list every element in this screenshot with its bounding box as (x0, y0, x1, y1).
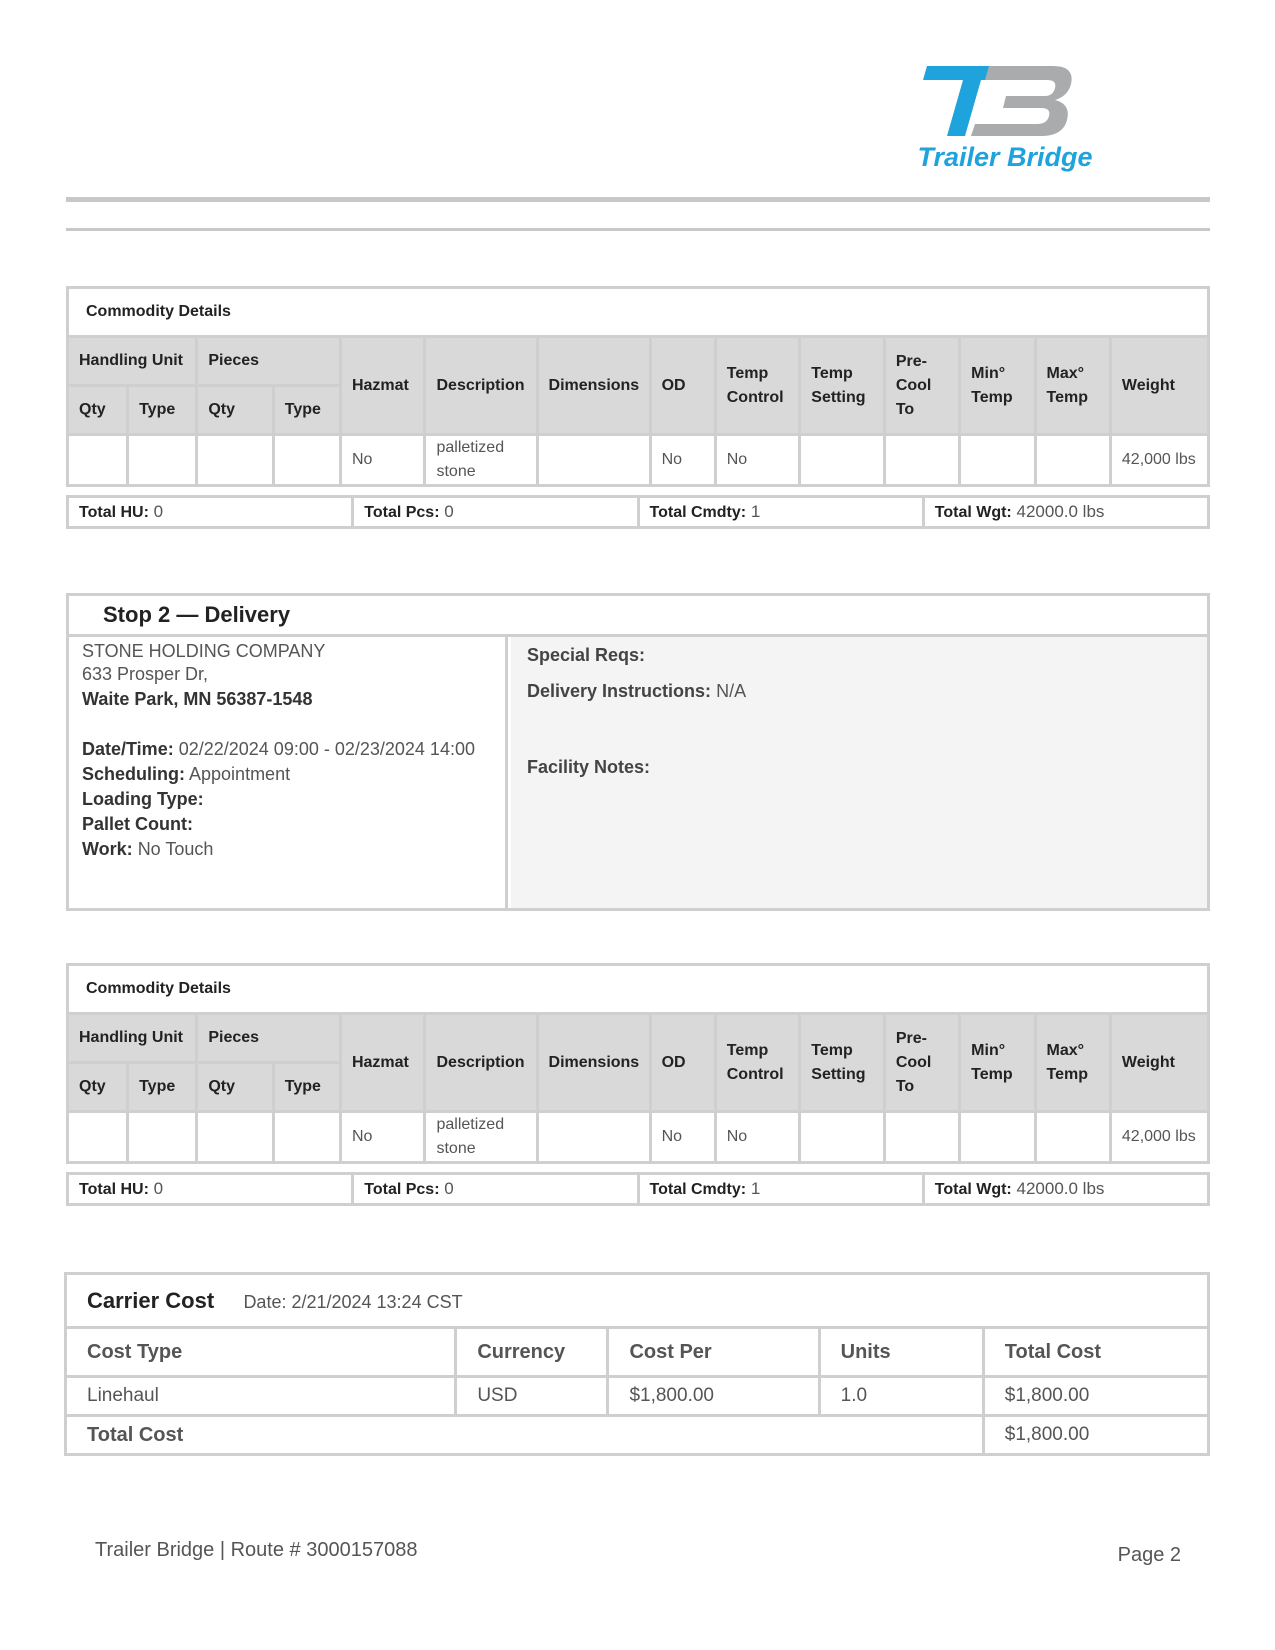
carrier-cost-date: Date: 2/21/2024 13:24 CST (243, 1291, 463, 1312)
total-pcs-label: Total Pcs: (364, 504, 440, 521)
total-pcs-value: 0 (444, 502, 454, 521)
delivery-instructions-label: Delivery Instructions: (527, 681, 712, 701)
temp-setting-cell (800, 1112, 885, 1163)
hu-qty-header: Qty (68, 1063, 128, 1112)
temp-setting-header: Temp Setting (800, 1014, 885, 1112)
total-pcs (354, 498, 639, 526)
stop-datetime (82, 737, 505, 762)
carrier-cost-header (66, 1274, 1209, 1328)
max-temp-cell (1035, 435, 1110, 486)
pcs-qty-header: Qty (197, 386, 273, 435)
total-hu (69, 1175, 354, 1203)
total-wgt-value: 42000.0 lbs (1016, 502, 1105, 521)
stop-city-state-zip (82, 687, 505, 712)
dimensions-cell (537, 1112, 650, 1163)
min-temp-header: Min° Temp (960, 1014, 1035, 1112)
footer-route: Trailer Bridge | Route # 3000157088 (95, 1539, 418, 1561)
delivery-instructions (527, 681, 1207, 702)
commodity-totals (66, 495, 1210, 529)
carrier-cost-table (64, 1272, 1210, 1456)
description-cell: palletized stone (425, 1112, 537, 1163)
stop-address-block (69, 637, 508, 908)
pcs-type-cell (273, 435, 340, 486)
hazmat-cell: No (340, 435, 425, 486)
grand-total-value: $1,800.00 (983, 1416, 1208, 1455)
min-temp-cell (960, 1112, 1035, 1163)
table-row (66, 1377, 1209, 1416)
description-header: Description (425, 1014, 537, 1112)
total-wgt-value: 42000.0 lbs (1016, 1179, 1105, 1198)
total-hu (69, 498, 354, 526)
cost-per-header: Cost Per (608, 1328, 819, 1377)
hu-qty-cell (68, 1112, 128, 1163)
commodity-totals (66, 1172, 1210, 1206)
stop-city-state-zip-text: Waite Park, MN 56387-1548 (82, 689, 313, 709)
total-wgt (925, 498, 1207, 526)
pcs-type-header: Type (273, 1063, 340, 1112)
tb-monogram (923, 66, 1072, 136)
stop-scheduling-value: Appointment (189, 764, 291, 784)
dimensions-header: Dimensions (537, 337, 650, 435)
stop-datetime-value: 02/22/2024 09:00 - 02/23/2024 14:00 (178, 739, 475, 759)
stop-work-label: Work: (82, 839, 133, 859)
pieces-header: Pieces (197, 1014, 341, 1063)
units-header: Units (819, 1328, 983, 1377)
stop-datetime-label: Date/Time: (82, 739, 174, 759)
temp-control-header: Temp Control (715, 337, 800, 435)
commodity-details-table (66, 963, 1210, 1164)
hu-type-cell (128, 435, 197, 486)
header-rule-bottom (66, 228, 1210, 231)
stop-scheduling (82, 762, 505, 787)
description-header: Description (425, 337, 537, 435)
pcs-type-cell (273, 1112, 340, 1163)
pcs-qty-header: Qty (197, 1063, 273, 1112)
pre-cool-to-header: Pre-Cool To (884, 1014, 959, 1112)
currency-header: Currency (456, 1328, 608, 1377)
handling-unit-header: Handling Unit (68, 337, 197, 386)
hu-qty-cell (68, 435, 128, 486)
stop-company: STONE HOLDING COMPANY (82, 641, 326, 661)
header-rule-top (66, 197, 1210, 202)
temp-control-header: Temp Control (715, 1014, 800, 1112)
od-header: OD (650, 337, 715, 435)
total-hu-label: Total HU: (79, 504, 149, 521)
logo-wordmark: Trailer Bridge (917, 142, 1093, 172)
total-cmdty-value: 1 (750, 502, 761, 521)
facility-notes (527, 757, 1207, 778)
delivery-instructions-value: N/A (716, 681, 747, 701)
hu-type-cell (128, 1112, 197, 1163)
total-cmdty-label: Total Cmdty: (649, 504, 747, 521)
total-wgt (925, 1175, 1207, 1203)
total-wgt-label: Total Wgt: (934, 1181, 1012, 1198)
pcs-qty-cell (197, 1112, 273, 1163)
facility-notes-label: Facility Notes: (527, 757, 651, 777)
pre-cool-to-cell (884, 435, 959, 486)
dimensions-header: Dimensions (537, 1014, 650, 1112)
total-pcs-label: Total Pcs: (364, 1181, 440, 1198)
pre-cool-to-cell (884, 1112, 959, 1163)
pieces-header: Pieces (197, 337, 341, 386)
total-pcs (354, 1175, 639, 1203)
temp-setting-cell (800, 435, 885, 486)
weight-header: Weight (1110, 1014, 1208, 1112)
units-cell: 1.0 (819, 1377, 983, 1416)
handling-unit-header: Handling Unit (68, 1014, 197, 1063)
hu-qty-header: Qty (68, 386, 128, 435)
total-cmdty (640, 1175, 925, 1203)
stop-pallet-count-label: Pallet Count: (82, 814, 193, 834)
pcs-qty-cell (197, 435, 273, 486)
temp-control-cell: No (715, 1112, 800, 1163)
weight-cell: 42,000 lbs (1110, 435, 1208, 486)
stop-delivery-section (66, 593, 1210, 911)
total-cost-header: Total Cost (983, 1328, 1208, 1377)
stop-loading-type (82, 787, 505, 812)
min-temp-header: Min° Temp (960, 337, 1035, 435)
stop-work (82, 837, 505, 862)
total-cmdty-label: Total Cmdty: (649, 1181, 747, 1198)
od-header: OD (650, 1014, 715, 1112)
hazmat-header: Hazmat (340, 1014, 425, 1112)
total-hu-label: Total HU: (79, 1181, 149, 1198)
total-cmdty-value: 1 (750, 1179, 761, 1198)
carrier-cost-title: Carrier Cost (87, 1287, 215, 1313)
description-cell: palletized stone (425, 435, 537, 486)
total-hu-value: 0 (153, 502, 164, 521)
hu-type-header: Type (128, 1063, 197, 1112)
cost-type-cell: Linehaul (66, 1377, 456, 1416)
grand-total-label: Total Cost (66, 1416, 984, 1455)
od-cell: No (650, 1112, 715, 1163)
stop-loading-type-label: Loading Type: (82, 789, 204, 809)
stop-address-line1: 633 Prosper Dr, (82, 664, 209, 684)
table-row (68, 1112, 1209, 1163)
total-pcs-value: 0 (444, 1179, 454, 1198)
min-temp-cell (960, 435, 1035, 486)
hu-type-header: Type (128, 386, 197, 435)
currency-cell: USD (456, 1377, 608, 1416)
cost-per-cell: $1,800.00 (608, 1377, 819, 1416)
dimensions-cell (537, 435, 650, 486)
special-reqs-label: Special Reqs: (527, 645, 646, 665)
special-reqs (527, 645, 1207, 666)
total-hu-value: 0 (153, 1179, 164, 1198)
commodity-details-table (66, 286, 1210, 487)
stop-scheduling-label: Scheduling: (82, 764, 185, 784)
total-cost-cell: $1,800.00 (983, 1377, 1208, 1416)
max-temp-cell (1035, 1112, 1110, 1163)
temp-control-cell: No (715, 435, 800, 486)
cost-type-header: Cost Type (66, 1328, 456, 1377)
trailer-bridge-logo (905, 62, 1105, 182)
table-row (68, 435, 1209, 486)
temp-setting-header: Temp Setting (800, 337, 885, 435)
weight-cell: 42,000 lbs (1110, 1112, 1208, 1163)
commodity-details-title: Commodity Details (68, 965, 1209, 1014)
total-wgt-label: Total Wgt: (934, 504, 1012, 521)
max-temp-header: Max° Temp (1035, 337, 1110, 435)
stop-pallet-count (82, 812, 505, 837)
hazmat-cell: No (340, 1112, 425, 1163)
stop-work-value: No Touch (137, 839, 214, 859)
max-temp-header: Max° Temp (1035, 1014, 1110, 1112)
weight-header: Weight (1110, 337, 1208, 435)
commodity-details-title: Commodity Details (68, 288, 1209, 337)
stop-notes-block (511, 637, 1207, 908)
od-cell: No (650, 435, 715, 486)
page-number: Page 2 (1117, 1544, 1181, 1566)
pcs-type-header: Type (273, 386, 340, 435)
total-cmdty (640, 498, 925, 526)
hazmat-header: Hazmat (340, 337, 425, 435)
stop-title: Stop 2 — Delivery (69, 596, 1207, 637)
pre-cool-to-header: Pre-Cool To (884, 337, 959, 435)
